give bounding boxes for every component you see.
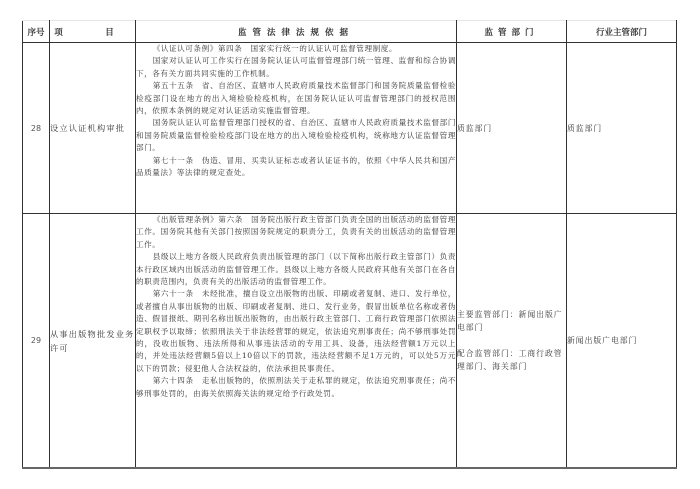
header-item: 项 目: [50, 21, 136, 43]
legal-basis: [136, 43, 457, 214]
item-name: 从事出版物批发业务许可: [50, 214, 136, 469]
header-serial-number: 序号: [23, 21, 50, 43]
legal-paragraph: 第七十一条 伪造、冒用、买卖认证标志或者认证证书的，依照《中华人民共和国产品质量法》等法律的规定查处。: [136, 155, 456, 178]
supervising-department: [457, 43, 567, 214]
serial-number: 28: [23, 43, 50, 214]
legal-paragraph: 《出版管理条例》第六条 国务院出版行政主管部门负责全国的出版活动的监督管理工作。国务院其他有关部门按照国务院规定的职责分工，负责有关的出版活动的监督管理工作。: [136, 215, 456, 249]
department-line: 质监部门: [457, 123, 493, 133]
legal-paragraph: 国家对认证认可工作实行在国务院认证认可监督管理部门统一管理、监督和综合协调下，各有关方面共同实施的工作机制。: [136, 56, 456, 78]
legal-paragraph: 第六十一条 未经批准，擅自设立出版物的出版、印刷或者复制、进口、发行单位，或者擅自从事出版物的出版、印刷或者复制、进口、发行业务，假冒出版单位名称或者伪造、假冒报纸、期刊名称出版出版物的，由出版行政主管部门、工商行政管理部门依照法定职权予以取缔；依照刑法关于非法经营罪的规定，依法追究刑事责任；尚不够刑事处罚的，没收出版物、违法所得和从事违法活动的专用工具、设备，违法经营额1万元以上的，并处违法经营额5倍以上10倍以下的罚款，违法经营额不足1万元的，可以处5万元以下的罚款；侵犯他人合法权益的，依法承担民事责任。: [136, 289, 456, 373]
legal-paragraph: 第五十五条 省、自治区、直辖市人民政府质量技术监督部门和国务院质量监督检验检疫部门设在地方的出入境检验检疫机构，在国务院认证认可监督管理部门的授权范围内，依照本条例的规定对认证活动实施监督管理。: [136, 81, 456, 116]
industry-department: 质监部门: [567, 43, 677, 214]
serial-number: 29: [23, 214, 50, 469]
table-row: [23, 214, 677, 469]
table-header-row: [23, 21, 677, 43]
legal-paragraph: 《认证认可条例》第四条 国家实行统一的认证认可监督管理制度。: [152, 44, 398, 53]
department-line-secondary: 配合监管部门：工商行政管理部门、海关部门: [457, 349, 563, 371]
item-name: 设立认证机构审批: [50, 43, 136, 214]
regulation-document: [22, 20, 676, 469]
regulation-table: [22, 20, 677, 469]
header-supervising-department: 监管部门: [457, 21, 567, 43]
header-legal-basis: 监管法律法规依据: [136, 21, 457, 43]
table-row: [23, 43, 677, 214]
department-line-primary: 主要监管部门：新闻出版广电部门: [457, 310, 563, 332]
legal-paragraph: 县级以上地方各级人民政府负责出版管理的部门（以下简称出版行政主管部门）负责本行政区域内出版活动的监督管理工作。县级以上地方各级人民政府其他有关部门在各自的职责范围内，负责有关的出版活动的监督管理工作。: [136, 252, 456, 287]
legal-paragraph: 第六十四条 走私出版物的，依照刑法关于走私罪的规定，依法追究刑事责任；尚不够刑事处罚的，由海关依照海关法的规定给予行政处罚。: [136, 376, 456, 398]
supervising-department: [457, 214, 567, 469]
header-industry-department: 行业主管部门: [567, 21, 677, 43]
legal-basis: [136, 214, 457, 469]
legal-paragraph: 国务院认证认可监督管理部门授权的省、自治区、直辖市人民政府质量技术监督部门和国务院质量监督检验检疫部门设在地方的出入境检验检疫机构，统称地方认证监督管理部门。: [136, 118, 456, 153]
industry-department: 新闻出版广电部门: [567, 214, 677, 469]
